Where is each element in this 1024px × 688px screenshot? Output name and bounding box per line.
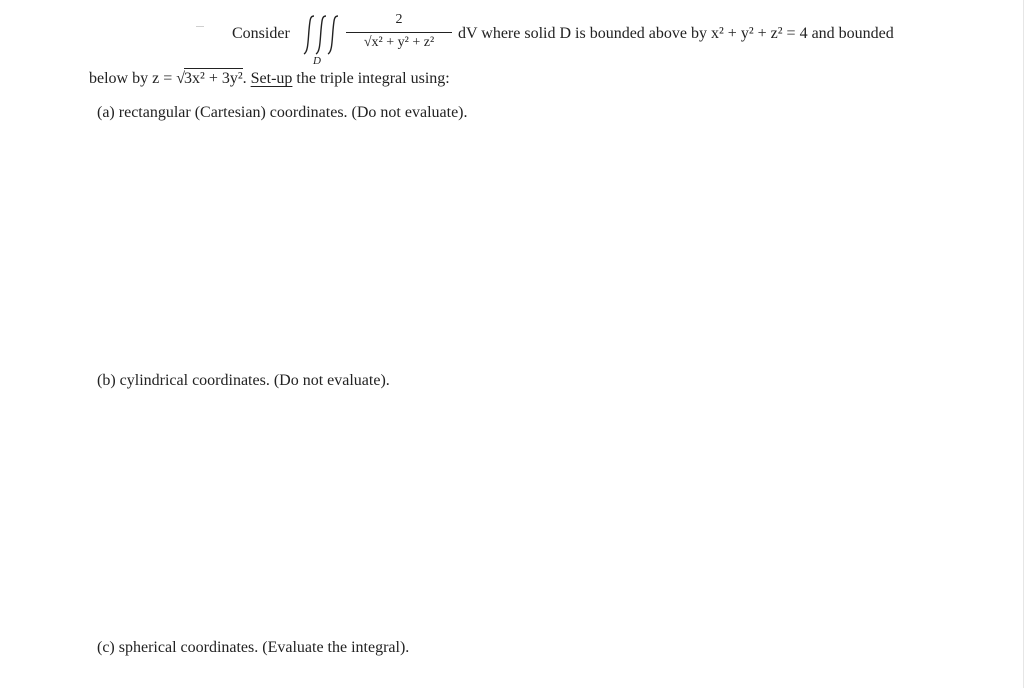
integrand-fraction — [344, 12, 454, 51]
sqrt-expression: 3x² + 3y² — [184, 70, 243, 87]
setup-underlined-word: Set-up — [250, 70, 293, 87]
line2-prefix: below by z = — [89, 70, 177, 87]
fraction-bar — [346, 32, 452, 33]
integrand-denominator: √x² + y² + z² — [363, 35, 435, 50]
consider-word: Consider — [232, 25, 290, 42]
triple-integral-sign — [302, 12, 346, 58]
sqrt-sign: √ — [176, 70, 186, 87]
problem-line-2 — [89, 69, 450, 89]
part-c-prompt: (c) spherical coordinates. (Evaluate the integral). — [97, 639, 410, 656]
part-a-prompt: (a) rectangular (Cartesian) coordinates. (Do not evaluate). — [97, 104, 468, 121]
integral-region-label: D — [313, 55, 321, 67]
line2-period: . — [242, 70, 251, 87]
faint-dash-mark — [196, 26, 204, 27]
line2-rest: the triple integral using: — [292, 70, 450, 87]
integrand-numerator: 2 — [395, 12, 403, 27]
problem-line-1-rest: dV where solid D is bounded above by x² + y² + z² = 4 and bounded — [458, 25, 894, 42]
part-b-prompt: (b) cylindrical coordinates. (Do not evaluate). — [97, 372, 390, 389]
